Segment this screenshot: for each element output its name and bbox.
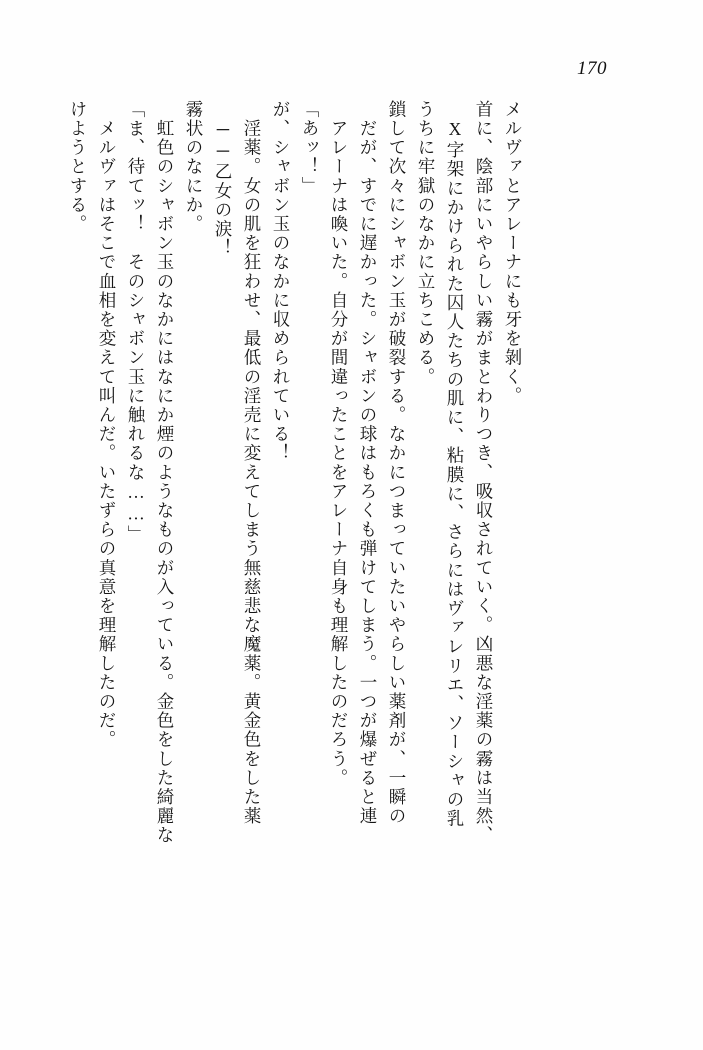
text-column: メルヴァはそこで血相を変えて叫んだ。いたずらの真意を理解したのだ。: [97, 100, 117, 750]
text-column: 鎖して次々にシャボン玉が破裂する。なかにつまっていたいやらしい薬剤が、一瞬の: [387, 100, 407, 826]
text-column: 「あッ！」: [300, 100, 320, 196]
text-column: が、シャボン玉のなかに収められている！: [271, 100, 291, 463]
text-column: 虹色のシャボン玉のなかにはなにか煙のようなものが入っている。金色をした綺麗な: [155, 100, 175, 845]
text-column: 首に、陰部にいやらしい霧がまとわりつき、吸収されていく。凶悪な淫薬の霧は当然、: [474, 100, 494, 845]
text-column: けようとする。: [68, 100, 88, 234]
text-column: 淫薬。女の肌を狂わせ、最低の淫売に変えてしまう無慈悲な魔薬。黄金色をした薬: [242, 100, 262, 826]
text-column: うちに牢獄のなかに立ちこめる。: [416, 100, 436, 387]
text-column: 「ま、待てッ！ そのシャボン玉に触れるな……」: [126, 100, 146, 545]
vertical-text-body: [57, 100, 637, 960]
text-column: アレーナは喚いた。自分が間違ったことをアレーナ自身も理解したのだろう。: [329, 100, 349, 788]
text-column: ──乙女の涙！: [213, 100, 233, 258]
text-column: だが、すでに遅かった。シャボンの球はもろくも弾けてしまう。一つが爆ぜると連: [358, 100, 378, 826]
text-column: 霧状のなにか。: [184, 100, 204, 234]
text-column: X字架にかけられた囚人たちの肌に、粘膜に、さらにはヴァレリエ、ソーシャの乳: [445, 100, 465, 829]
text-column: メルヴァとアレーナにも牙を剝く。: [503, 100, 523, 406]
page-number: 170: [577, 58, 607, 79]
